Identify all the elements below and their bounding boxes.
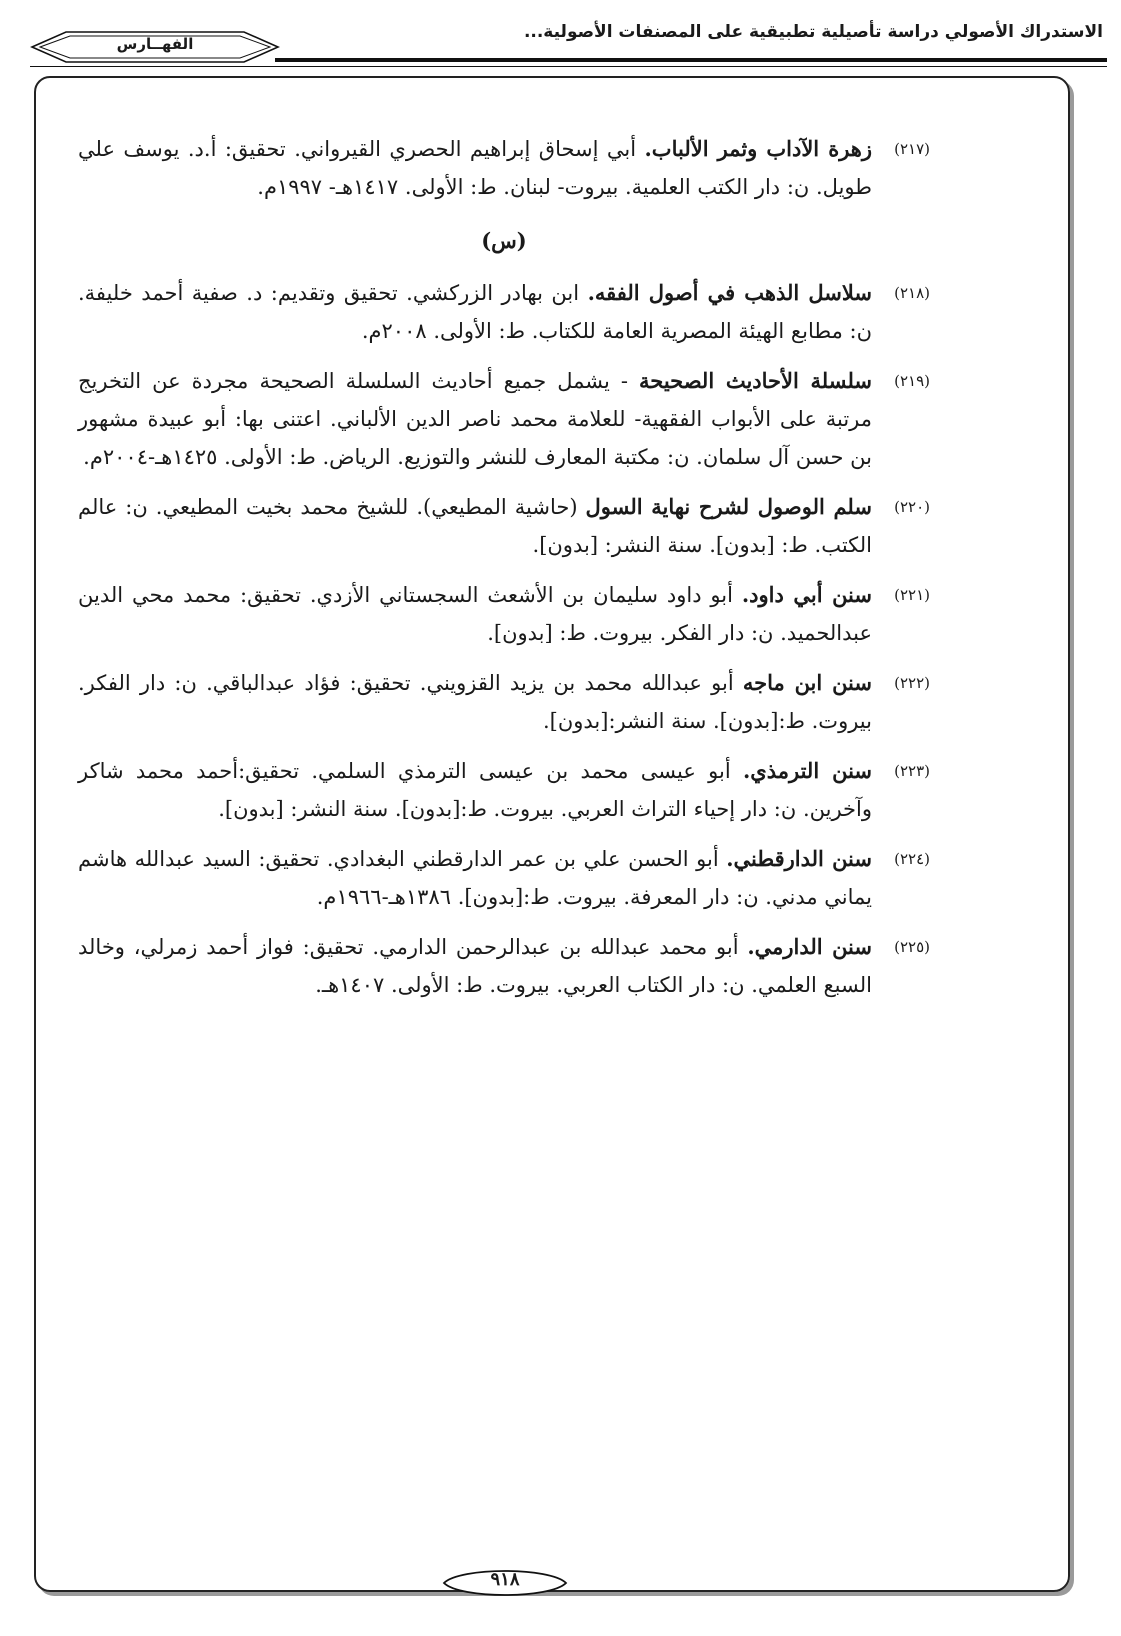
entry-text: أبو داود سليمان بن الأشعث السجستاني الأزدي. تحقيق: محمد محي الدين عبدالحميد. ن: دار الفكر. بيروت. ط: [بدون].	[78, 583, 872, 645]
entry-number: (٢٢١)	[894, 586, 930, 604]
entry-number: (٢٢٤)	[894, 850, 930, 868]
entry-number: (٢٢٥)	[894, 938, 930, 956]
entry-222	[78, 664, 930, 740]
entry-219	[78, 362, 930, 476]
entry-number: (٢٢٢)	[894, 674, 930, 692]
bibliography-list	[78, 130, 930, 1016]
entry-title: سنن ابن ماجه	[742, 670, 872, 695]
entry-225	[78, 928, 930, 1004]
entry-number: (٢٢٠)	[894, 498, 930, 516]
page-number-badge	[440, 1565, 570, 1601]
entry-218	[78, 274, 930, 350]
entry-title: سنن أبي داود.	[741, 582, 872, 607]
book-title: الاستدراك الأصولي دراسة تأصيلية تطبيقية على المصنفات الأصولية...	[523, 22, 1103, 42]
section-title: الفهــارس	[116, 35, 194, 53]
entry-title: سنن الدارقطني.	[726, 846, 872, 871]
entry-title: سنن الترمذي.	[742, 758, 873, 783]
section-letter-heading: (س)	[481, 228, 527, 253]
entry-text: أبو محمد عبدالله بن عبدالرحمن الدارمي. تحقيق: فواز أحمد زمرلي، وخالد السبع العلمي. ن: دار الكتاب العربي. بيروت. ط: الأولى. ١٤٠٧هـ.	[78, 935, 872, 997]
entry-217	[78, 130, 930, 206]
entry-text: أبو عبدالله محمد بن يزيد القزويني. تحقيق: فؤاد عبدالباقي. ن: دار الفكر. بيروت. ط:[بدون]. سنة النشر:[بدون].	[78, 671, 872, 733]
header-rule-thick	[275, 58, 1107, 62]
entry-223	[78, 752, 930, 828]
entry-number: (٢١٩)	[894, 372, 930, 390]
entry-text: أبو الحسن علي بن عمر الدارقطني البغدادي. تحقيق: السيد عبدالله هاشم يماني مدني. ن: دار المعرفة. بيروت. ط:[بدون]. ١٣٨٦هـ-١٩٦٦م.	[78, 847, 872, 909]
entry-224	[78, 840, 930, 916]
entry-text: (حاشية المطيعي). للشيخ محمد بخيت المطيعي. ن: عالم الكتب. ط: [بدون]. سنة النشر: [بدون].	[78, 495, 872, 557]
entry-number: (٢١٧)	[894, 140, 930, 158]
entry-title: سنن الدارمي.	[747, 934, 872, 959]
entry-220	[78, 488, 930, 564]
entry-title: سلاسل الذهب في أصول الفقه.	[587, 280, 872, 305]
header-rule-thin	[30, 66, 1107, 67]
entry-title: سلم الوصول لشرح نهاية السول	[585, 494, 872, 519]
entry-text: ابن بهادر الزركشي. تحقيق وتقديم: د. صفية أحمد خليفة. ن: مطابع الهيئة المصرية العامة للكتاب. ط: الأولى. ٢٠٠٨م.	[78, 281, 872, 343]
page-number: ٩١٨	[490, 1569, 520, 1590]
entry-number: (٢٢٣)	[894, 762, 930, 780]
section-tab	[30, 30, 280, 64]
entry-text: أبو عيسى محمد بن عيسى الترمذي السلمي. تحقيق:أحمد محمد شاكر وآخرين. ن: دار إحياء التراث العربي. بيروت. ط:[بدون]. سنة النشر: [بدون].	[78, 759, 872, 821]
entry-221	[78, 576, 930, 652]
entry-number: (٢١٨)	[894, 284, 930, 302]
entry-title: زهرة الآداب وثمر الألباب.	[644, 136, 872, 161]
entry-text: أبي إسحاق إبراهيم الحصري القيرواني. تحقيق: أ.د. يوسف علي طويل. ن: دار الكتب العلمية. بيروت- لبنان. ط: الأولى. ١٤١٧هـ- ١٩٩٧م.	[78, 137, 872, 199]
entry-title: سلسلة الأحاديث الصحيحة	[639, 368, 872, 393]
entry-text: - يشمل جميع أحاديث السلسلة الصحيحة مجردة عن التخريج مرتبة على الأبواب الفقهية- للعلامة محمد ناصر الدين الألباني. اعتنى بها: أبو عبيدة مشهور بن حسن آل سلمان. ن: مكتبة المعارف للنشر والتوزيع. الرياض. ط: الأولى. ١٤٢٥هـ-٢٠٠٤م.	[78, 369, 872, 469]
